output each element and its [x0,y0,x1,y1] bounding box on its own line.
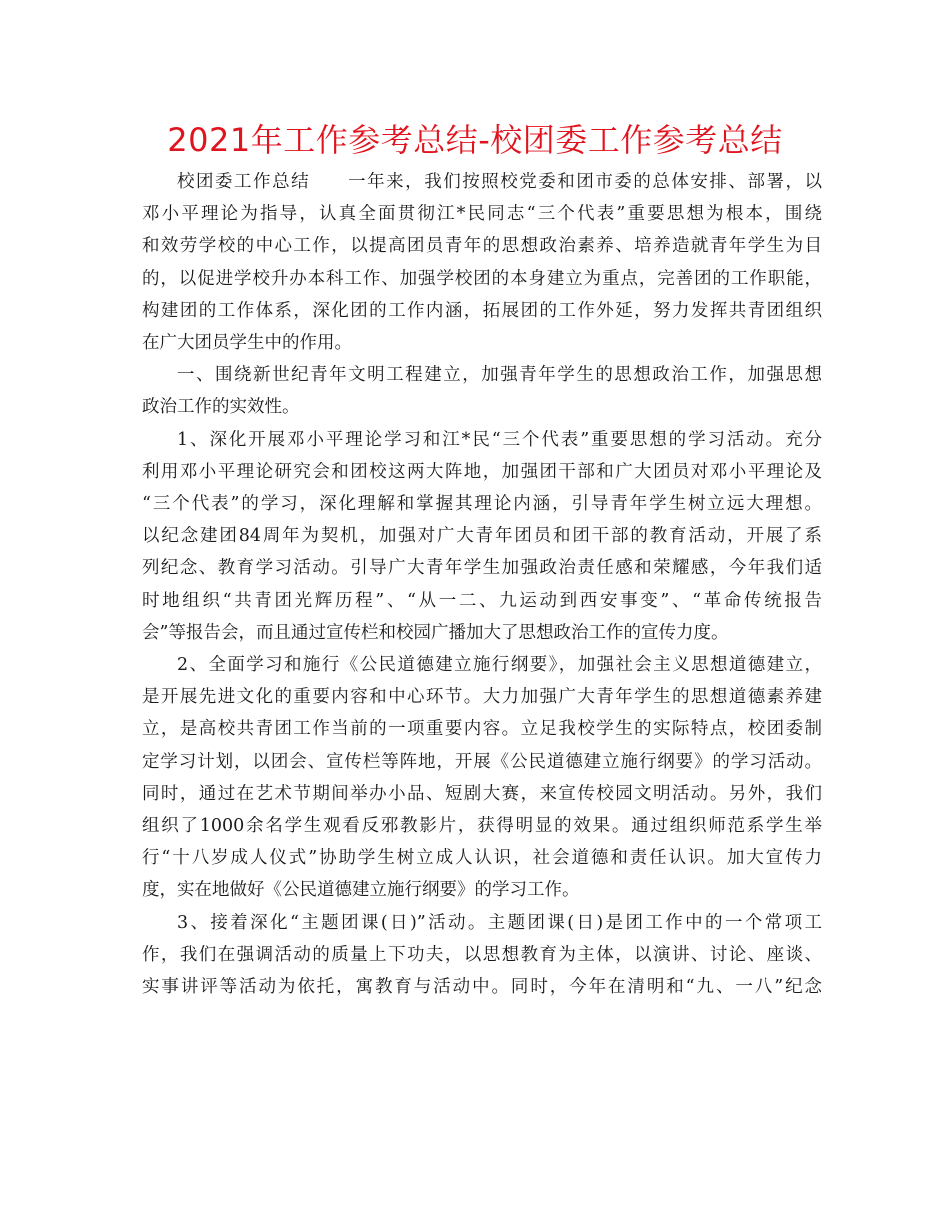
text-line: 同时，通过在艺术节期间举办小品、短剧大赛，来宣传校园文明活动。另外，我们 [142,783,822,804]
text-line: 在广大团员学生中的作用。 [142,333,352,354]
paragraph-item-2 [142,649,822,907]
text-line: 定学习计划，以团会、宣传栏等阵地，开展《公民道德建立施行纲要》的学习活动。 [142,751,822,772]
text-line: 校团委工作总结 一年来，我们按照校党委和团市委的总体安排、部署，以 [177,172,822,192]
paragraph-item-1 [142,424,822,649]
paragraph-item-3 [142,907,822,1004]
text-line: 度，实在地做好《公民道德建立施行纲要》的学习工作。 [142,880,580,901]
text-line: 列纪念、教育学习活动。引导广大青年学生加强政治责任感和荣耀感，今年我们适 [142,558,822,579]
document-title: 2021年工作参考总结-校团委工作参考总结 [167,121,783,159]
text-line: 构建团的工作体系，深化团的工作内涵，拓展团的工作外延，努力发挥共青团组织 [142,300,822,321]
document-body [142,166,822,1003]
text-line: 是开展先进文化的重要内容和中心环节。大力加强广大青年学生的思想道德素养建 [142,687,822,708]
text-line: “三个代表”的学习，深化理解和掌握其理论内涵，引导青年学生树立远大理想。 [142,494,822,515]
text-line: 立，是高校共青团工作当前的一项重要内容。立足我校学生的实际特点，校团委制 [142,719,822,740]
text-line: 行“十八岁成人仪式”协助学生树立成人认识，社会道德和责任认识。加大宣传力 [142,848,822,869]
text-line: 2、全面学习和施行《公民道德建立施行纲要》，加强社会主义思想道德建立， [177,655,822,676]
text-line: 时地组织“共青团光辉历程”、“从一二、九运动到西安事变”、“革命传统报告 [142,590,822,611]
text-line: 利用邓小平理论研究会和团校这两大阵地，加强团干部和广大团员对邓小平理论及 [142,461,822,482]
paragraph-section-one [142,359,822,423]
text-line: 的，以促进学校升办本科工作、加强学校团的本身建立为重点，完善团的工作职能， [142,268,822,289]
text-line: 1、深化开展邓小平理论学习和江*民“三个代表”重要思想的学习活动。充分 [177,429,822,450]
text-line: 一、围绕新世纪青年文明工程建立，加强青年学生的思想政治工作，加强思想 [177,365,822,386]
text-line: 作，我们在强调活动的质量上下功夫，以思想教育为主体，以演讲、讨论、座谈、 [142,944,822,965]
paragraph-intro [142,166,822,359]
text-line: 实事讲评等活动为依托，寓教育与活动中。同时，今年在清明和“九、一八”纪念 [142,977,822,998]
text-line: 政治工作的实效性。 [142,397,300,418]
text-line: 会”等报告会，而且通过宣传栏和校园广播加大了思想政治工作的宣传力度。 [142,622,729,643]
text-line: 3、接着深化“主题团课(日)”活动。主题团课(日)是团工作中的一个常项工 [177,912,822,933]
text-line: 以纪念建团84周年为契机，加强对广大青年团员和团干部的教育活动，开展了系 [142,526,822,547]
text-line: 和效劳学校的中心工作，以提高团员青年的思想政治素养、培养造就青年学生为目 [142,236,822,257]
text-line: 组织了1000余名学生观看反邪教影片，获得明显的效果。通过组织师范系学生举 [142,816,822,837]
text-line: 邓小平理论为指导，认真全面贯彻江*民同志“三个代表”重要思想为根本，围绕 [142,204,822,225]
